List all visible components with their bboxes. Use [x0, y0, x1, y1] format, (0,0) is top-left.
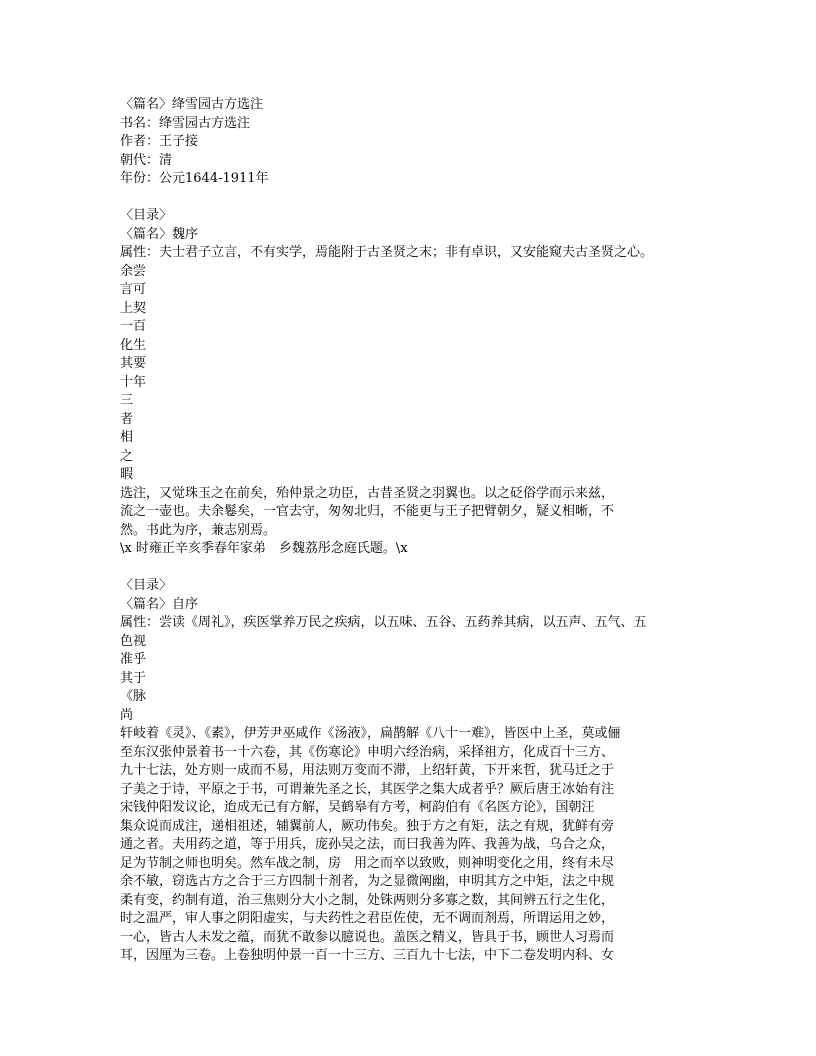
signature-line: \x 时雍正辛亥季春年家弟 乡魏荔彤念庭氏题。\x: [120, 541, 408, 556]
text-line: 九十七法，处方则一成而不易，用法则万变而不滞，上绍轩黄，下开来哲，犹马迁之于: [120, 763, 615, 778]
text-line: 其要: [120, 356, 147, 371]
document-page: [120, 96, 720, 966]
text-line: 柔有变，约制有道，治三焦则分大小之制，处铢两则分多寡之数，其间辨五行之生化，: [120, 892, 615, 908]
text-line: 暇: [120, 467, 134, 482]
section-mulu: 〈目录〉: [120, 578, 173, 593]
text-line: 相: [120, 430, 134, 445]
text-line: 子美之于诗，平原之于书，可谓兼先圣之长，其医学之集大成者乎？厥后唐王冰始有注: [120, 781, 615, 797]
text-line: 其于: [120, 670, 147, 686]
text-line: 一心，皆古人未发之蕴，而犹不敢参以臆说也。盖医之精义，皆具于书，顾世人习焉而: [120, 929, 615, 945]
meta-shuming: 书名：绛雪园古方选注: [120, 115, 251, 131]
text-line: 时之温严，审人事之阴阳虚实，与夫药性之君臣佐使，无不调而剂焉，所谓运用之妙，: [120, 911, 615, 926]
section-wei-preface: [120, 207, 720, 559]
text-line: 三: [120, 393, 134, 408]
text-line: 轩岐着《灵》、《素》，伊芳尹巫咸作《汤液》，扁鹊解《八十一难》，皆医中上圣，莫或俪: [120, 726, 621, 741]
text-line: 之: [120, 448, 134, 464]
text-line: 集众说而成注，递相祖述，辅翼前人，厥功伟矣。独于方之有矩，法之有规，犹鲜有旁: [120, 818, 615, 834]
section-title: 〈篇名〉自序: [120, 596, 199, 612]
meta-pianming: 〈篇名〉绛雪园古方选注: [120, 97, 264, 112]
text-line: 足为节制之师也明矣。然车战之制，房 用之而卒以致败，则神明变化之用，终有未尽: [120, 855, 615, 871]
text-line: 然。书此为序，兼志别焉。: [120, 522, 277, 538]
text-line: 流之一壶也。夫余鬈矣，一官去守，匆匆北归，不能更与王子把臂朝夕，疑义相晰，不: [120, 504, 615, 519]
text-line: 余尝: [120, 263, 147, 279]
meta-zuozhe: 作者：王子接: [120, 134, 199, 149]
section-mulu: 〈目录〉: [120, 208, 173, 223]
text-line: 准乎: [120, 652, 147, 667]
text-line: 色视: [120, 633, 147, 649]
spacer: [120, 559, 720, 578]
text-line: 《脉: [120, 689, 147, 704]
text-line: 余不敏，窃选古方之合于三方四制十剂者，为之显微阐幽，申明其方之中矩，法之中规: [120, 874, 615, 889]
text-line: 者: [120, 411, 134, 427]
text-line: 尚: [120, 707, 134, 723]
meta-chaodai: 朝代：清: [120, 152, 173, 168]
text-line: 属性：尝读《周礼》，疾医掌养万民之疾病，以五味、五谷、五药养其病，以五声、五气、五: [120, 615, 647, 630]
text-line: 属性：夫士君子立言，不有实学，焉能附于古圣贤之末；非有卓识，又安能窥夫古圣贤之心。: [120, 245, 654, 260]
meta-nianfen: 年份：公元1644-1911年: [120, 171, 269, 186]
text-line: 化生: [120, 337, 147, 353]
spacer: [120, 189, 720, 208]
text-line: 一百: [120, 319, 147, 334]
section-self-preface: [120, 577, 720, 966]
text-line: 言可: [120, 282, 147, 297]
text-line: 耳，因厘为三卷。上卷独明仲景一百一十三方、三百九十七法，中下二卷发明内科、女: [120, 948, 615, 963]
text-line: 通之者。夫用药之道，等于用兵，庞孙吴之法，而曰我善为阵、我善为战，乌合之众，: [120, 837, 615, 852]
text-line: 十年: [120, 374, 147, 390]
text-line: 上契: [120, 300, 147, 316]
text-line: 选注，又觉珠玉之在前矣，殆仲景之功臣，古昔圣贤之羽翼也。以之砭俗学而示来兹，: [120, 485, 615, 501]
text-line: 宋钱仲阳发议论，迨成无己有方解，吴鹤皋有方考，柯韵伯有《名医方论》，国朝汪: [120, 800, 595, 815]
text-line: 至东汉张仲景着书一十六卷，其《伤寒论》申明六经治病，采择祖方，化成百十三方、: [120, 744, 615, 760]
section-title: 〈篇名〉魏序: [120, 226, 199, 242]
